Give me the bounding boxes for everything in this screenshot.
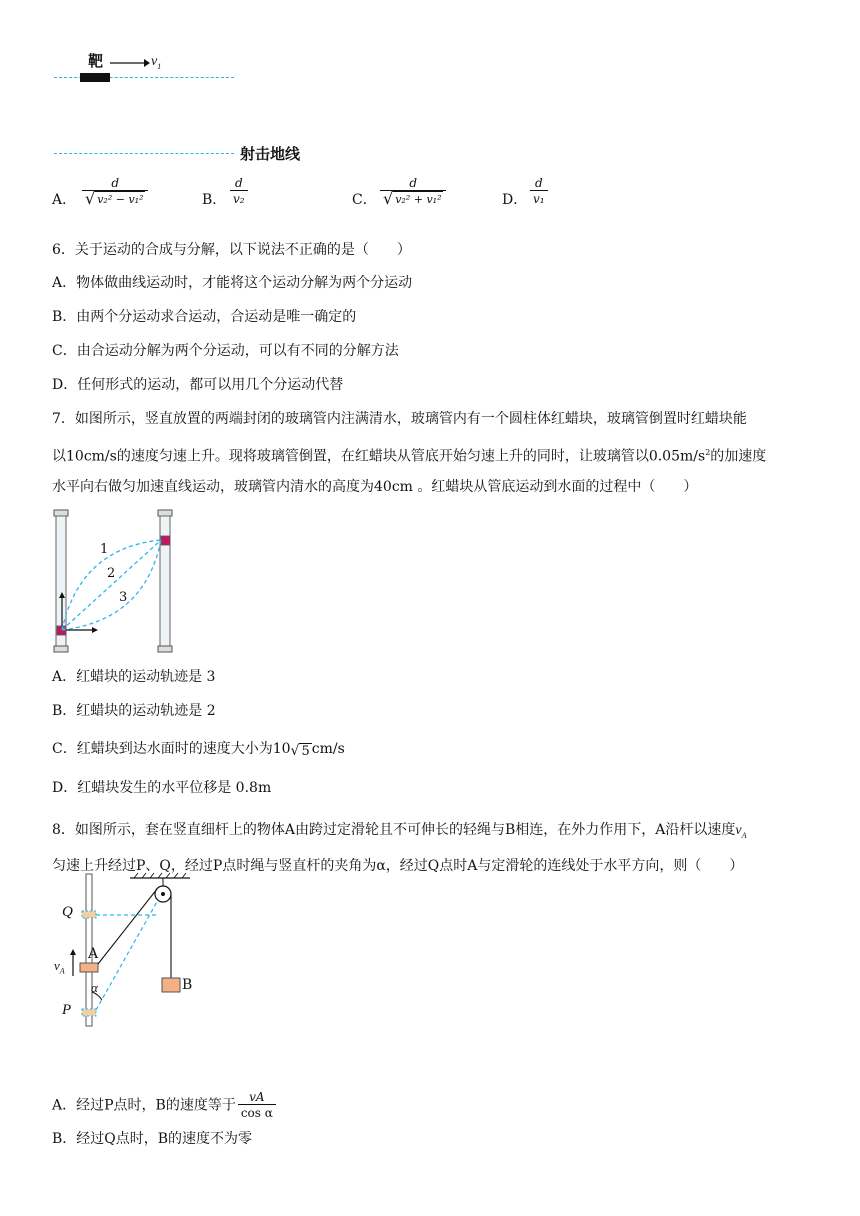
q5-option-b-fraction: $\frac{d}{\text{v₂}}$ <box>230 176 248 207</box>
q8-option-a: A．经过P点时，B的速度等于 $\frac{vA}{\text{cos α}}$ <box>52 1090 278 1124</box>
q6-option-c: C．由合运动分解为两个分运动，可以有不同的分解方法 <box>52 343 399 359</box>
q7-option-c: C．红蜡块到达水面时的速度大小为10 √ 5 cm/s <box>52 741 345 759</box>
target-label: 靶 <box>88 52 104 70</box>
q7-stem-line1: 7．如图所示，竖直放置的两端封闭的玻璃管内注满清水，玻璃管内有一个圆柱体红蜡块，玻璃管倒置时红蜡块能 <box>52 411 747 427</box>
q6-stem: 6．关于运动的合成与分解，以下说法不正确的是（ ） <box>52 242 411 258</box>
q5-option-d: D． <box>502 192 528 208</box>
q8-label-q: Q <box>62 904 73 920</box>
q7-option-d: D．红蜡块发生的水平位移是 0.8m <box>52 780 272 796</box>
q8-figure <box>60 872 210 1032</box>
q7-option-b: B．红蜡块的运动轨迹是 2 <box>52 703 216 719</box>
q7-stem-line3: 水平向右做匀加速直线运动，玻璃管内清水的高度为40cm 。红蜡块从管底运动到水面的过程中（ ） <box>52 479 698 495</box>
q8-option-a-fraction: $\frac{vA}{\text{cos α}}$ <box>238 1090 276 1121</box>
q6-option-b: B．由两个分运动求合运动，合运动是唯一确定的 <box>52 309 357 325</box>
q8-stem-line1: 8．如图所示，套在竖直细杆上的物体A由跨过定滑轮且不可伸长的轻绳与B相连，在外力作用下，A沿杆以速度$v_A$ <box>52 822 747 840</box>
q5-option-d-fraction: $\frac{d}{\text{v₁}}$ <box>530 176 548 207</box>
q7-path-label-1: 1 <box>100 542 109 557</box>
q7-path-label-2: 2 <box>107 566 116 581</box>
q7-figure <box>50 508 190 658</box>
q8-label-alpha: α <box>91 980 98 995</box>
q6-option-d: D．任何形式的运动，都可以用几个分运动代替 <box>52 377 344 393</box>
q8-label-p: P <box>62 1002 72 1018</box>
velocity-label: $v_1$ <box>151 54 162 71</box>
q7-path-label-3: 3 <box>119 590 128 605</box>
q7-stem-line2: 以10cm/s的速度匀速上升。现将玻璃管倒置，在红蜡块从管底开始匀速上升的同时，让玻璃管以$0.05m/s^2$的加速度 <box>52 448 767 465</box>
q5-option-b: B． <box>202 192 227 208</box>
ground-line-label: 射击地线 <box>240 145 301 163</box>
q5-options <box>52 176 812 220</box>
q5-option-a-fraction: d √ v₂² − v₁² <box>82 176 148 208</box>
q5-option-a: A． <box>52 192 77 208</box>
q8-option-b: B．经过Q点时，B的速度不为零 <box>52 1131 253 1147</box>
q7-option-a: A．红蜡块的运动轨迹是 3 <box>52 669 216 685</box>
q8-label-a: A <box>88 946 99 962</box>
q6-option-a: A．物体做曲线运动时，才能将这个运动分解为两个分运动 <box>52 275 413 291</box>
q5-option-c-fraction: d √ v₂² + v₁² <box>380 176 446 208</box>
ground-line <box>54 153 234 154</box>
q8-label-va: $v_A$ <box>54 958 65 976</box>
q5-option-c: C． <box>352 192 377 208</box>
velocity-arrow <box>110 56 150 70</box>
q8-stem-line2: 匀速上升经过P、Q，经过P点时绳与竖直杆的夹角为α，经过Q点时A与定滑轮的连线处于水平方向，则（ ） <box>52 858 744 874</box>
target-block <box>80 73 110 82</box>
q8-label-b: B <box>182 977 193 993</box>
